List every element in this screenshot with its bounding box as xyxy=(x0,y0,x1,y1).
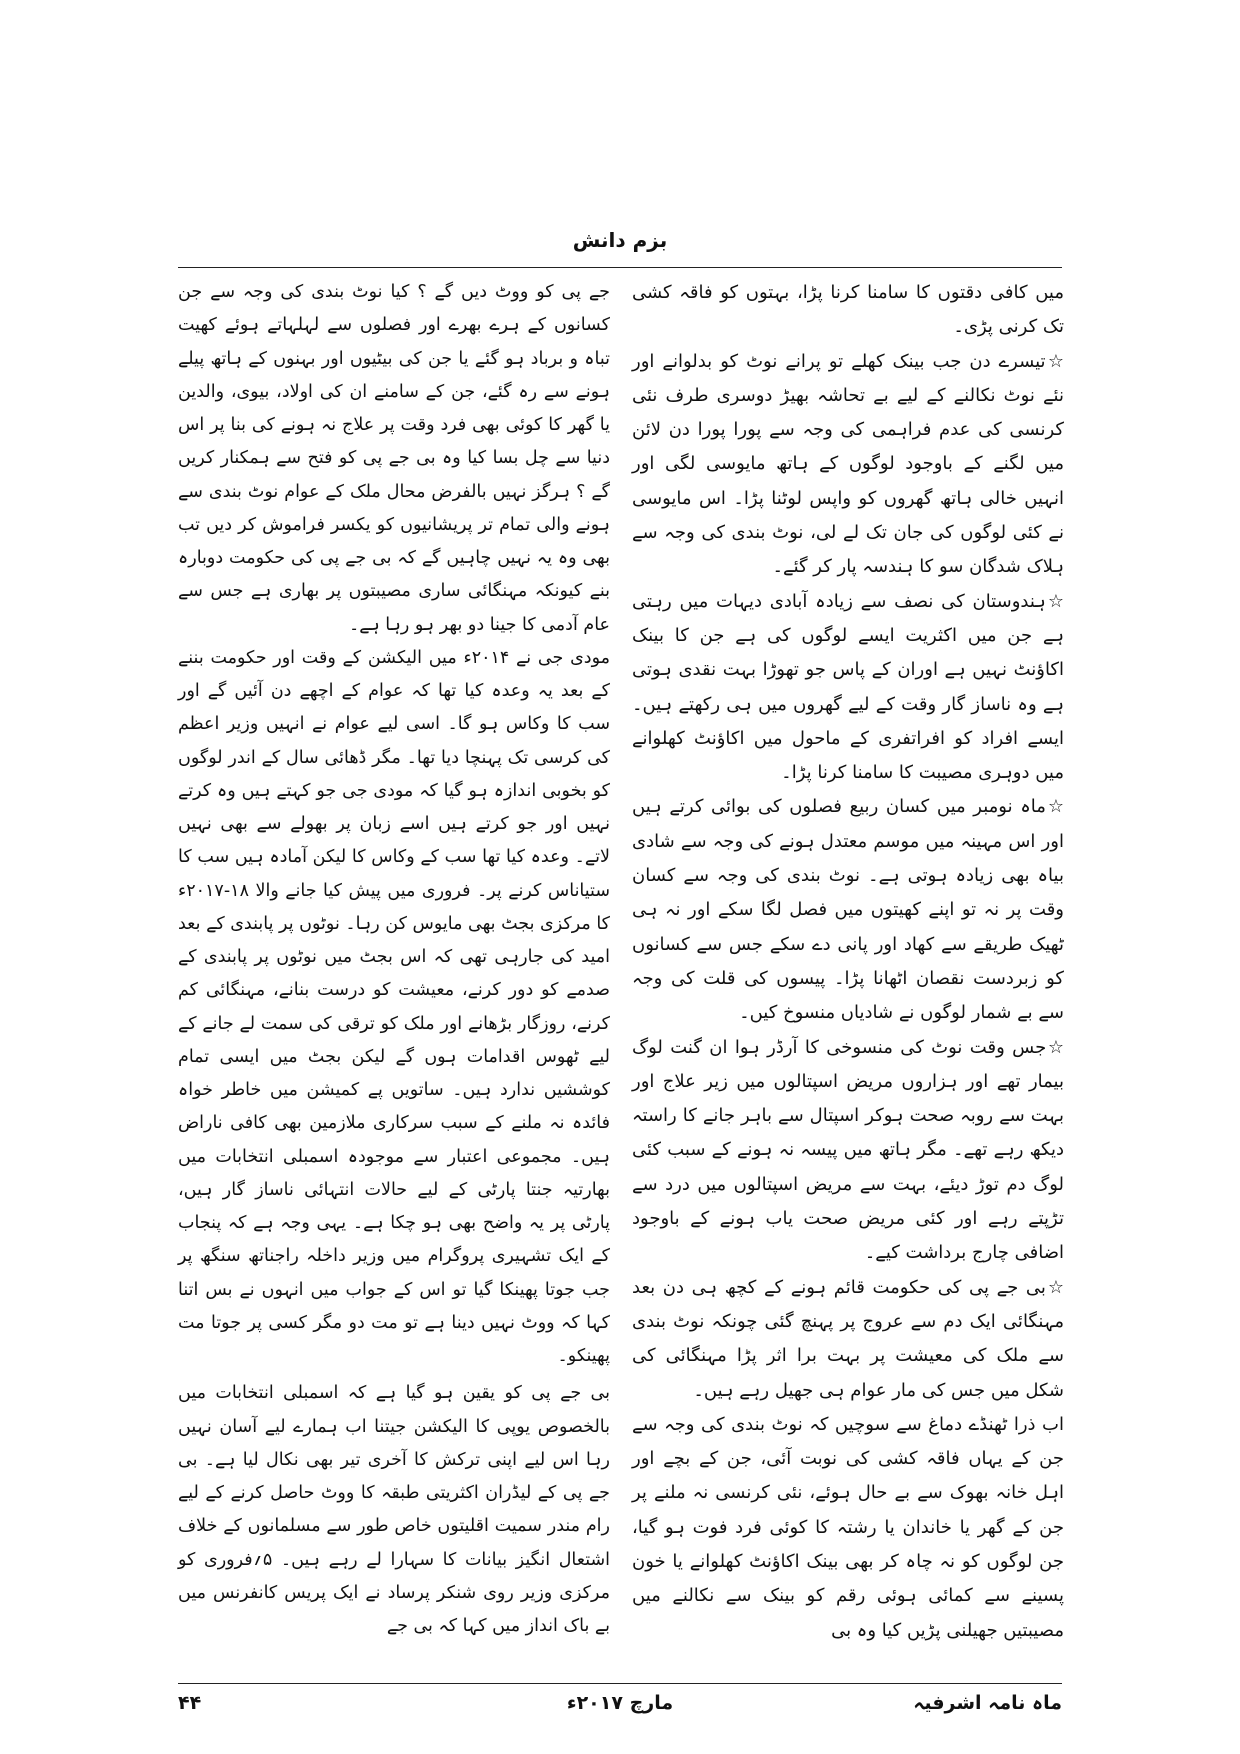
magazine-name: ماہ نامہ اشرفیہ xyxy=(913,1692,1062,1714)
paragraph: مودی جی نے ۲۰۱۴ء میں الیکشن کے وقت اور حکومت بننے کے بعد یہ وعدہ کیا تھا کہ عوام کے اچھے دن آئیں گے اور سب کا وکاس ہو گا۔ اسی لیے عوام نے انہیں وزیر اعظم کی کرسی تک پہنچا دیا تھا۔ مگر ڈھائی سال کے اندر لوگوں کو بخوبی اندازہ ہو گیا کہ مودی جی جو کہتے ہیں وہ کرتے نہیں اور جو کرتے ہیں اسے زبان پر بھولے سے بھی نہیں لاتے۔ وعدہ کیا تھا سب کے وکاس کا لیکن آمادہ ہیں سب کا ستیاناس کرنے پر۔ فروری میں پیش کیا جانے والا ۱۸-۲۰۱۷ء کا مرکزی بجٹ بھی مایوس کن رہا۔ نوٹوں پر پابندی کے بعد امید کی جارہی تھی کہ اس بجٹ میں نوٹوں پر پابندی کے صدمے کو دور کرنے، معیشت کو درست بنانے، مہنگائی کم کرنے، روزگار بڑھانے اور ملک کو ترقی کی سمت لے جانے کے لیے ٹھوس اقدامات ہوں گے لیکن بجٹ میں ایسی تمام کوششیں ندارد ہیں۔ ساتویں پے کمیشن میں خاطر خواہ فائدہ نہ ملنے کے سبب سرکاری ملازمین بھی کافی ناراض ہیں۔ مجموعی اعتبار سے موجودہ اسمبلی انتخابات میں بھارتیہ جنتا پارٹی کے لیے حالات انتہائی ناساز گار ہیں، پارٹی پر یہ واضح بھی ہو چکا ہے۔ یہی وجہ ہے کہ پنجاب کے ایک تشہیری پروگرام میں وزیر داخلہ راجناتھ سنگھ پر جب جوتا پھینکا گیا تو اس کے جواب میں انہوں نے بس اتنا کہا کہ ووٹ نہیں دینا ہے تو مت دو مگر کسی پر جوتا مت پھینکو۔ xyxy=(178,647,610,1366)
issue-date: مارچ ۲۰۱۷ء xyxy=(566,1692,674,1714)
paragraph: اب ذرا ٹھنڈے دماغ سے سوچیں کہ نوٹ بندی کی وجہ سے جن کے یہاں فاقہ کشی کی نوبت آئی، جن کے بچے اور اہل خانہ بھوک سے بے حال ہوئے، نئی کرنسی نہ ملنے پر جن کے گھر یا خاندان یا رشتہ کا کوئی فرد فوت ہو گیا، جن لوگوں کو نہ چاہ کر بھی بینک اکاؤنٹ کھلوانے یا خون پسینے سے کمائی ہوئی رقم کو بینک سے نکالنے میں مصیبتیں جھیلنی پڑیں کیا وہ بی xyxy=(632,1413,1064,1641)
paragraph: بی جے پی کو یقین ہو گیا ہے کہ اسمبلی انتخابات میں بالخصوص یوپی کا الیکشن جیتنا اب ہمارے لیے آسان نہیں رہا اس لیے اپنی ترکش کا آخری تیر بھی نکال لیا ہے۔ بی جے پی کے لیڈران اکثریتی طبقہ کا ووٹ حاصل کرنے کے لیے رام مندر سمیت اقلیتوں خاص طور سے مسلمانوں کے خلاف اشتعال انگیز بیانات کا سہارا لے رہے ہیں۔ ۵؍فروری کو مرکزی وزیر روی شنکر پرساد نے ایک پریس کانفرنس میں بے باک انداز میں کہا کہ بی جے xyxy=(178,1383,611,1636)
section-title: بزم دانش xyxy=(572,228,668,252)
page-number: ۴۴ xyxy=(178,1692,202,1714)
header-rule xyxy=(178,267,1062,268)
paragraph: ☆تیسرے دن جب بینک کھلے تو پرانے نوٹ کو بدلوانے اور نئے نوٹ نکالنے کے لیے بے تحاشہ بھیڑ دوسری طرف نئی کرنسی کی عدم فراہمی کی وجہ سے پورا پورا دن لائن میں لگنے کے باوجود لوگوں کے ہاتھ مایوسی لگی اور انہیں خالی ہاتھ گھروں کو واپس لوٹنا پڑا۔ اس مایوسی نے کئی لوگوں کی جان تک لے لی، نوٹ بندی کی وجہ سے ہلاک شدگان سو کا ہندسہ پار کر گئے۔ xyxy=(632,350,1064,578)
paragraph: ☆بی جے پی کی حکومت قائم ہونے کے کچھ ہی دن بعد مہنگائی ایک دم سے عروج پر پہنچ گئی چونکہ نوٹ بندی سے ملک کی معیشت پر بہت برا اثر پڑا مہنگائی کی شکل میں جس کی مار عوام ہی جھیل رہے ہیں۔ xyxy=(632,1276,1064,1401)
paragraph: جے پی کو ووٹ دیں گے ؟ کیا نوٹ بندی کی وجہ سے جن کسانوں کے ہرے بھرے اور فصلوں سے لہلہاتے ہوئے کھیت تباہ و برباد ہو گئے یا جن کی بیٹیوں اور بہنوں کے ہاتھ پیلے ہونے سے رہ گئے، جن کے سامنے ان کی اولاد، بیوی، والدین یا گھر کا کوئی بھی فرد وقت پر علاج نہ ہونے کی بنا پر اس دنیا سے چل بسا کیا وہ بی جے پی کو فتح سے ہمکنار کریں گے ؟ ہرگز نہیں بالفرض محال ملک کے عوام نوٹ بندی سے ہونے والی تمام تر پریشانیوں کو یکسر فراموش کر دیں تب بھی وہ یہ نہیں چاہیں گے کہ بی جے پی کی حکومت دوبارہ بنے کیونکہ مہنگائی ساری مصیبتوں پر بھاری ہے جس سے عام آدمی کا جینا دو بھر ہو رہا ہے۔ xyxy=(178,282,610,635)
paragraph: میں کافی دقتوں کا سامنا کرنا پڑا، بہتوں کو فاقہ کشی تک کرنی پڑی۔ xyxy=(632,282,1064,338)
paragraph: ☆جس وقت نوٹ کی منسوخی کا آرڈر ہوا ان گنت لوگ بیمار تھے اور ہزاروں مریض اسپتالوں میں زیر علاج اور بہت سے روبہ صحت ہوکر اسپتال سے باہر جانے کا راستہ دیکھ رہے تھے۔ مگر ہاتھ میں پیسہ نہ ہونے کے سبب کئی لوگ دم توڑ دیئے، بہت سے مریض اسپتالوں میں درد سے تڑپتے رہے اور کئی مریض صحت یاب ہونے کے باوجود اضافی چارج برداشت کیے۔ xyxy=(632,1036,1064,1264)
paragraph: ☆ماہ نومبر میں کسان ربیع فصلوں کی بوائی کرتے ہیں اور اس مہینہ میں موسم معتدل ہونے کی وجہ سے شادی بیاہ بھی زیادہ ہوتی ہے۔ نوٹ بندی کی وجہ سے کسان وقت پر نہ تو اپنے کھیتوں میں فصل لگا سکے اور نہ ہی ٹھیک طریقے سے کھاد اور پانی دے سکے جس سے کسانوں کو زبردست نقصان اٹھانا پڑا۔ پیسوں کی قلت کی وجہ سے بے شمار لوگوں نے شادیاں منسوخ کیں۔ xyxy=(632,796,1064,1024)
left-column xyxy=(178,276,610,1643)
right-column xyxy=(632,276,1064,1648)
footer-rule xyxy=(178,1683,1062,1684)
paragraph: ☆ہندوستان کی نصف سے زیادہ آبادی دیہات میں رہتی ہے جن میں اکثریت ایسے لوگوں کی ہے جن کا بینک اکاؤنٹ نہیں ہے اوران کے پاس جو تھوڑا بہت نقدی ہوتی ہے وہ ناساز گار وقت کے لیے گھروں میں ہی رکھتے ہیں۔ ایسے افراد کو افراتفری کے ماحول میں اکاؤنٹ کھلوانے میں دوہری مصیبت کا سامنا کرنا پڑا۔ xyxy=(632,590,1064,784)
